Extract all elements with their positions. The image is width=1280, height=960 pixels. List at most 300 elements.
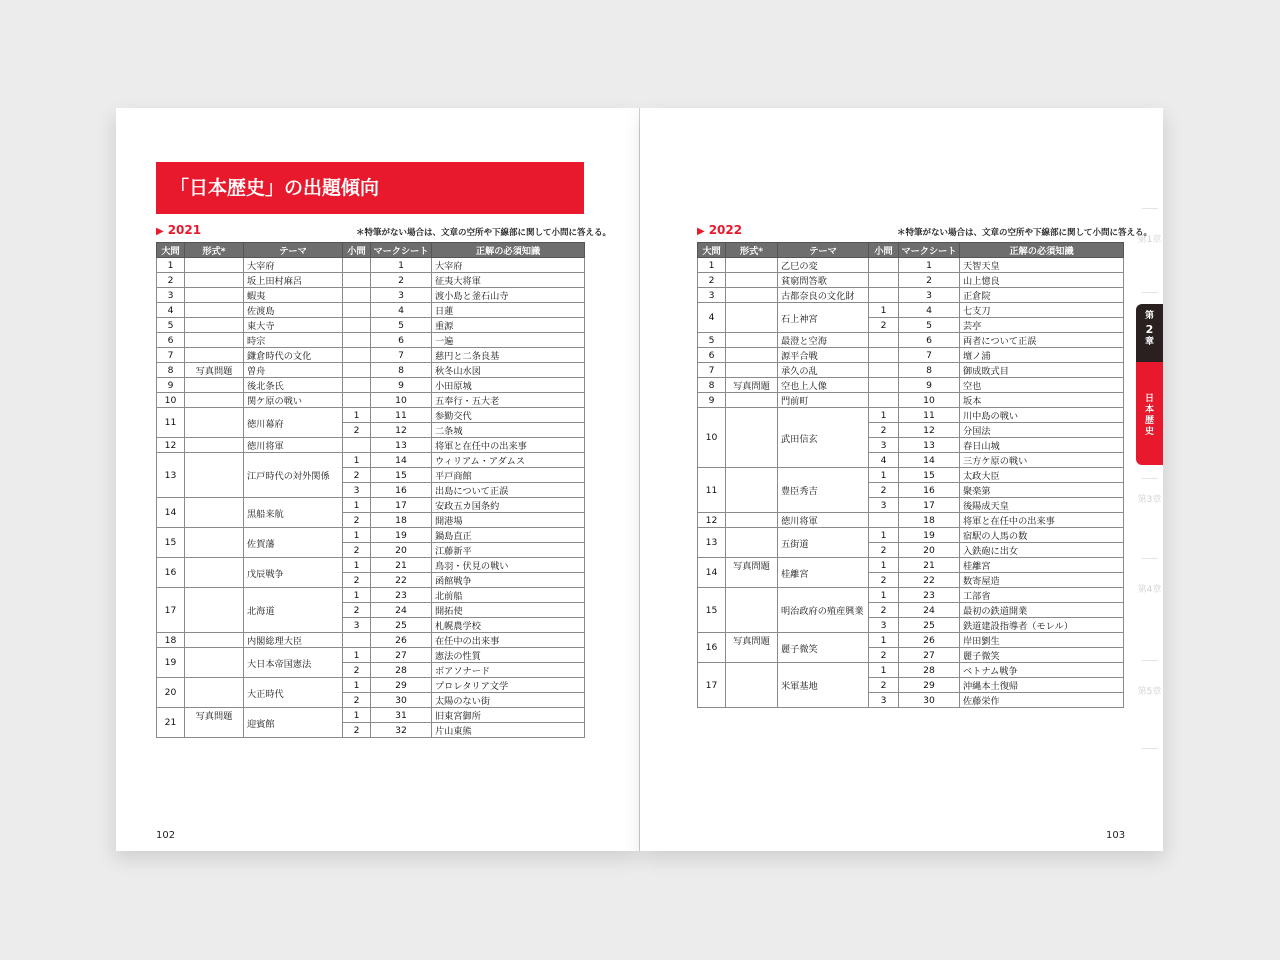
marksheet-cell: 1 [371,258,432,273]
sub-question-cell: 2 [343,513,371,528]
answer-cell: 小田原城 [432,378,585,393]
table-row [157,303,585,318]
sub-question-cell: 1 [343,648,371,663]
sub-question-cell [343,363,371,378]
answer-cell: 征夷大将軍 [432,273,585,288]
marksheet-cell: 32 [371,723,432,738]
table-row [698,258,1124,273]
marksheet-cell: 27 [371,648,432,663]
sub-question-cell [343,393,371,408]
answer-cell: ボアソナード [432,663,585,678]
table-row [698,558,1124,573]
marksheet-cell: 30 [899,693,960,708]
question-number-cell: 15 [157,528,185,558]
theme-cell: 徳川将軍 [778,513,869,528]
sub-question-cell [343,378,371,393]
sub-question-cell [343,438,371,453]
question-number-cell: 16 [698,633,726,663]
sub-question-cell: 1 [869,663,899,678]
tab-divider [1142,292,1158,293]
table-row [157,318,585,333]
sub-question-cell [869,378,899,393]
sub-question-cell [869,288,899,303]
question-number-cell: 21 [157,708,185,738]
sub-question-cell [343,303,371,318]
theme-cell: 黒船来航 [244,498,343,528]
answer-cell: 憲法の性質 [432,648,585,663]
format-cell [726,588,778,633]
theme-cell: 乙巳の変 [778,258,869,273]
answer-cell: 正倉院 [960,288,1124,303]
marksheet-cell: 24 [899,603,960,618]
question-number-cell: 19 [157,648,185,678]
answer-cell: 佐藤栄作 [960,693,1124,708]
answer-cell: 聚楽第 [960,483,1124,498]
format-cell: 写真問題 [185,363,244,378]
table-row [698,393,1124,408]
table-row [157,438,585,453]
answer-cell: 天智天皇 [960,258,1124,273]
answer-cell: 北前船 [432,588,585,603]
answer-cell: 三方ケ原の戦い [960,453,1124,468]
marksheet-cell: 11 [371,408,432,423]
question-number-cell: 1 [698,258,726,273]
table-row [698,363,1124,378]
table-row [698,273,1124,288]
marksheet-cell: 28 [899,663,960,678]
question-number-cell: 16 [157,558,185,588]
answer-cell: 札幌農学校 [432,618,585,633]
answer-cell: プロレタリア文学 [432,678,585,693]
answer-cell: 将軍と在任中の出来事 [432,438,585,453]
format-cell [185,273,244,288]
column-header: 正解の必須知識 [432,243,585,258]
sub-question-cell [869,333,899,348]
column-header: 小問 [343,243,371,258]
theme-cell: 佐賀藩 [244,528,343,558]
answer-cell: 二条城 [432,423,585,438]
answer-cell: 慈円と二条良基 [432,348,585,363]
table-row [157,498,585,513]
sub-question-cell [343,273,371,288]
question-number-cell: 3 [698,288,726,303]
format-cell [185,633,244,648]
theme-cell: 貧窮問答歌 [778,273,869,288]
tab-divider [1142,478,1158,479]
marksheet-cell: 14 [371,453,432,468]
theme-cell: 明治政府の殖産興業 [778,588,869,633]
marksheet-cell: 10 [371,393,432,408]
sub-question-cell: 1 [343,588,371,603]
sub-question-cell [869,393,899,408]
column-header: 形式* [726,243,778,258]
question-number-cell: 17 [698,663,726,708]
format-cell [185,288,244,303]
marksheet-cell: 26 [371,633,432,648]
marksheet-cell: 16 [899,483,960,498]
marksheet-cell: 15 [899,468,960,483]
answer-cell: 両者について正誤 [960,333,1124,348]
answer-cell: ベトナム戦争 [960,663,1124,678]
table-row [157,348,585,363]
question-number-cell: 14 [157,498,185,528]
sub-question-cell [869,258,899,273]
question-number-cell: 4 [698,303,726,333]
marksheet-cell: 17 [371,498,432,513]
answer-cell: 坂本 [960,393,1124,408]
format-cell [726,303,778,333]
column-header: マークシート [371,243,432,258]
marksheet-cell: 8 [371,363,432,378]
sub-question-cell: 2 [343,543,371,558]
sub-question-cell [343,633,371,648]
table-row [698,513,1124,528]
marksheet-cell: 27 [899,648,960,663]
format-cell [185,393,244,408]
question-number-cell: 4 [157,303,185,318]
answer-cell: 麗子微笑 [960,648,1124,663]
sub-question-cell: 2 [869,678,899,693]
marksheet-cell: 9 [899,378,960,393]
marksheet-cell: 26 [899,633,960,648]
theme-cell: 大正時代 [244,678,343,708]
table-row [698,528,1124,543]
sub-question-cell: 1 [869,528,899,543]
answer-cell: 秋冬山水図 [432,363,585,378]
format-cell: 写真問題 [726,378,778,393]
column-header: マークシート [899,243,960,258]
theme-cell: 古都奈良の文化財 [778,288,869,303]
answer-cell: 江藤新平 [432,543,585,558]
column-header: 形式* [185,243,244,258]
year-heading-2022 [697,223,742,237]
chapter-title-tab[interactable] [1136,362,1163,465]
format-cell [185,303,244,318]
sub-question-cell [869,348,899,363]
table-row [698,348,1124,363]
sub-question-cell [343,318,371,333]
sub-question-cell: 2 [343,693,371,708]
table-row [698,663,1124,678]
sub-question-cell: 2 [869,423,899,438]
marksheet-cell: 10 [899,393,960,408]
marksheet-cell: 16 [371,483,432,498]
answer-cell: 太政大臣 [960,468,1124,483]
theme-cell: 東大寺 [244,318,343,333]
marksheet-cell: 15 [371,468,432,483]
chapter-prefix: 第 [1144,311,1154,321]
chapter-tab-3[interactable]: 第3章 [1137,495,1162,505]
question-number-cell: 17 [157,588,185,633]
year-heading-2021 [156,223,201,237]
table-row [698,468,1124,483]
theme-cell: 迎賓館 [244,708,343,738]
question-number-cell: 12 [157,438,185,453]
table-row [157,393,585,408]
format-cell [185,453,244,498]
sub-question-cell: 1 [343,678,371,693]
marksheet-cell: 22 [371,573,432,588]
column-header: テーマ [244,243,343,258]
format-cell [726,468,778,513]
answer-cell: 鉄道建設指導者（モレル） [960,618,1124,633]
marksheet-cell: 25 [371,618,432,633]
note-text: ＊特筆がない場合は、文章の空所や下線部に関して小問に答える。 [897,228,1153,238]
sub-question-cell: 1 [869,558,899,573]
answer-cell: 旧東宮御所 [432,708,585,723]
marksheet-cell: 4 [371,303,432,318]
theme-cell: 源平合戦 [778,348,869,363]
sub-question-cell: 1 [869,303,899,318]
question-number-cell: 6 [157,333,185,348]
answer-cell: 川中島の戦い [960,408,1124,423]
answer-cell: 五奉行・五大老 [432,393,585,408]
table-row [157,678,585,693]
question-number-cell: 12 [698,513,726,528]
sub-question-cell: 1 [869,468,899,483]
table-row [157,258,585,273]
theme-cell: 徳川将軍 [244,438,343,453]
table-row [157,633,585,648]
question-number-cell: 8 [157,363,185,378]
answer-cell: 芸亭 [960,318,1124,333]
theme-cell: 五街道 [778,528,869,558]
table-row [157,648,585,663]
format-cell [185,648,244,678]
marksheet-cell: 22 [899,573,960,588]
theme-cell: 大宰府 [244,258,343,273]
question-number-cell: 10 [157,393,185,408]
sub-question-cell: 1 [343,453,371,468]
answer-cell: 開拓使 [432,603,585,618]
sub-question-cell: 2 [869,648,899,663]
sub-question-cell [343,333,371,348]
answer-cell: 工部省 [960,588,1124,603]
answer-cell: 重源 [432,318,585,333]
table-row [157,558,585,573]
format-cell: 写真問題 [726,558,778,588]
tab-divider [1142,208,1158,209]
answer-cell: 大宰府 [432,258,585,273]
format-cell [185,558,244,588]
table-row [157,708,585,723]
page-number: 103 [1106,830,1126,841]
triangle-icon: ▶ [697,226,705,237]
answer-cell: 在任中の出来事 [432,633,585,648]
sub-question-cell: 2 [343,468,371,483]
column-header: 大問 [698,243,726,258]
sub-question-cell: 2 [869,573,899,588]
sub-question-cell: 1 [869,588,899,603]
answer-cell: 渡小島と釜石山寺 [432,288,585,303]
question-number-cell: 13 [157,453,185,498]
chapter-tab-2-active[interactable] [1136,304,1163,362]
format-cell [185,498,244,528]
sub-question-cell: 2 [343,603,371,618]
answer-cell: 岸田劉生 [960,633,1124,648]
sub-question-cell: 2 [343,663,371,678]
answer-cell: ウィリアム・アダムス [432,453,585,468]
sub-question-cell: 2 [869,603,899,618]
answer-cell: 開港場 [432,513,585,528]
sub-question-cell [343,258,371,273]
column-header: テーマ [778,243,869,258]
question-number-cell: 5 [698,333,726,348]
answer-cell: 後陽成天皇 [960,498,1124,513]
format-cell [726,513,778,528]
marksheet-cell: 3 [371,288,432,303]
format-cell [185,528,244,558]
theme-cell: 曽舟 [244,363,343,378]
format-cell [185,318,244,333]
answer-cell: 最初の鉄道開業 [960,603,1124,618]
theme-cell: 最澄と空海 [778,333,869,348]
chapter-suffix: 章 [1144,337,1154,347]
sub-question-cell: 3 [343,483,371,498]
question-number-cell: 9 [698,393,726,408]
sub-question-cell [869,273,899,288]
answer-cell: 宿駅の人馬の数 [960,528,1124,543]
question-number-cell: 5 [157,318,185,333]
sub-question-cell: 3 [869,438,899,453]
marksheet-cell: 23 [899,588,960,603]
year-label: 2021 [167,223,202,237]
marksheet-cell: 12 [371,423,432,438]
tab-divider [1142,558,1158,559]
sub-question-cell: 3 [343,618,371,633]
marksheet-cell: 31 [371,708,432,723]
sub-question-cell: 3 [869,498,899,513]
table-row [157,288,585,303]
sub-question-cell: 1 [343,708,371,723]
triangle-icon: ▶ [156,226,164,237]
format-cell [726,333,778,348]
sub-question-cell: 2 [343,573,371,588]
marksheet-cell: 11 [899,408,960,423]
theme-cell: 江戸時代の対外関係 [244,453,343,498]
format-cell [185,438,244,453]
theme-cell: 石上神宮 [778,303,869,333]
answer-cell: 七支刀 [960,303,1124,318]
sub-question-cell: 1 [343,498,371,513]
answer-cell: 函館戦争 [432,573,585,588]
exam-table-2022 [697,242,1124,708]
answer-cell: 平戸商館 [432,468,585,483]
question-number-cell: 7 [698,363,726,378]
right-page [640,108,1163,851]
theme-cell: 桂離宮 [778,558,869,588]
sub-question-cell [869,363,899,378]
table-row [698,303,1124,318]
table-row [698,633,1124,648]
note-text: ＊特筆がない場合は、文章の空所や下線部に関して小問に答える。 [356,228,612,238]
question-number-cell: 6 [698,348,726,363]
section-title-banner: 「日本歴史」の出題傾向 [156,162,584,214]
answer-cell: 片山東熊 [432,723,585,738]
table-row [157,588,585,603]
theme-cell: 豊臣秀吉 [778,468,869,513]
answer-cell: 御成敗式目 [960,363,1124,378]
answer-cell: 分国法 [960,423,1124,438]
marksheet-cell: 24 [371,603,432,618]
sub-question-cell: 1 [343,558,371,573]
table-row [157,273,585,288]
chapter-tab-1[interactable]: 第1章 [1137,235,1162,245]
sub-question-cell: 2 [343,423,371,438]
marksheet-cell: 2 [371,273,432,288]
table-row [698,408,1124,423]
marksheet-cell: 8 [899,363,960,378]
format-cell [185,678,244,708]
answer-cell: 沖縄本土復帰 [960,678,1124,693]
sub-question-cell: 3 [869,693,899,708]
answer-cell: 日蓮 [432,303,585,318]
format-cell [726,258,778,273]
chapter-tab-5[interactable]: 第5章 [1137,687,1162,697]
marksheet-cell: 5 [371,318,432,333]
format-cell [185,378,244,393]
format-cell: 写真問題 [726,633,778,663]
sub-question-cell [343,288,371,303]
theme-cell: 戊辰戦争 [244,558,343,588]
marksheet-cell: 19 [371,528,432,543]
theme-cell: 武田信玄 [778,408,869,468]
theme-cell: 承久の乱 [778,363,869,378]
sub-question-cell [869,513,899,528]
table-row [157,408,585,423]
format-cell [726,663,778,708]
question-number-cell: 13 [698,528,726,558]
marksheet-cell: 21 [371,558,432,573]
marksheet-cell: 28 [371,663,432,678]
question-number-cell: 9 [157,378,185,393]
theme-cell: 麗子微笑 [778,633,869,663]
sub-question-cell: 3 [869,618,899,633]
question-number-cell: 3 [157,288,185,303]
theme-cell: 佐渡島 [244,303,343,318]
question-number-cell: 7 [157,348,185,363]
marksheet-cell: 6 [371,333,432,348]
marksheet-cell: 5 [899,318,960,333]
format-cell [726,528,778,558]
table-row [698,288,1124,303]
answer-cell: 壇ノ浦 [960,348,1124,363]
marksheet-cell: 25 [899,618,960,633]
question-number-cell: 8 [698,378,726,393]
theme-cell: 空也上人像 [778,378,869,393]
table-row [157,363,585,378]
format-cell: 写真問題 [185,708,244,738]
format-cell [726,393,778,408]
sub-question-cell: 2 [869,318,899,333]
marksheet-cell: 2 [899,273,960,288]
format-cell [726,288,778,303]
chapter-tab-4[interactable]: 第4章 [1137,585,1162,595]
marksheet-cell: 13 [899,438,960,453]
question-number-cell: 2 [698,273,726,288]
chapter-title-vertical: 日 本 歴 史 [1144,394,1154,437]
marksheet-cell: 6 [899,333,960,348]
question-number-cell: 14 [698,558,726,588]
exam-table-2021 [156,242,585,738]
theme-cell: 坂上田村麻呂 [244,273,343,288]
table-row [157,453,585,468]
format-cell [726,273,778,288]
question-number-cell: 11 [157,408,185,438]
question-number-cell: 18 [157,633,185,648]
format-cell [726,348,778,363]
marksheet-cell: 21 [899,558,960,573]
